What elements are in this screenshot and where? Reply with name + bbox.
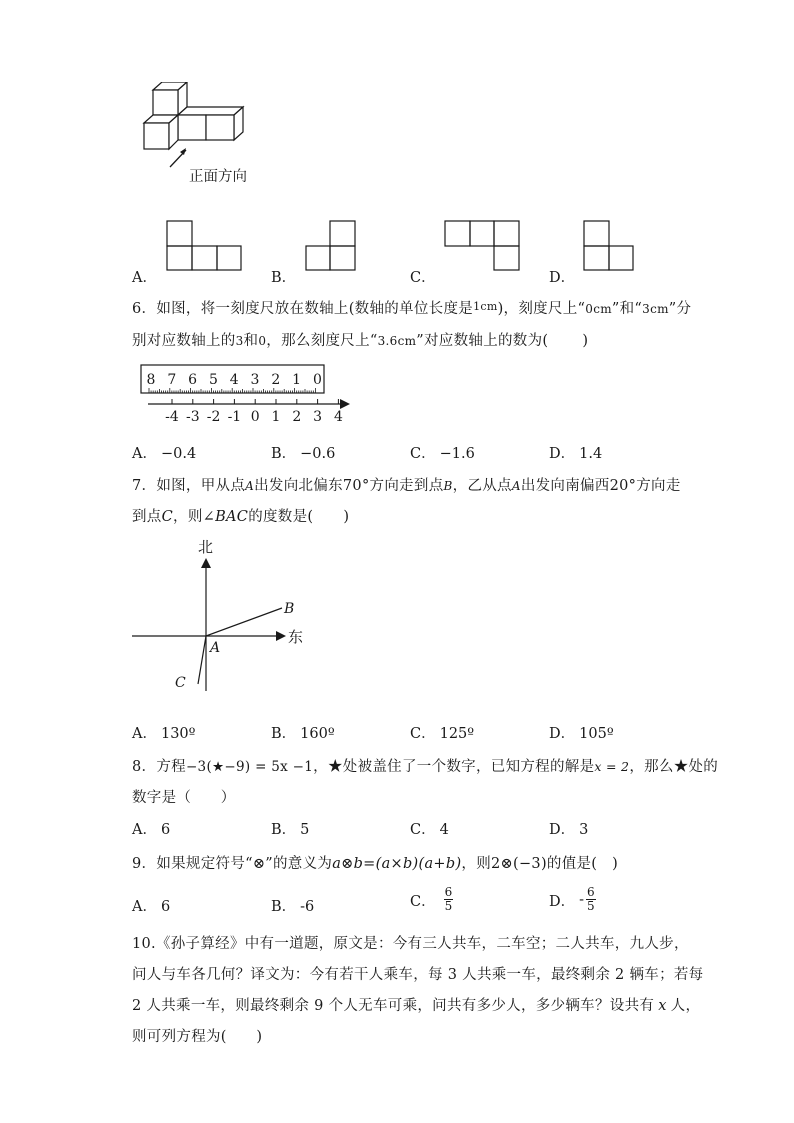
q9-stem: 9．如果规定符号“⊗”的意义为a⊗b=(a×b)(a+b)，则2⊗(−3)的值是( ) bbox=[132, 856, 619, 872]
ruler-label: 6 bbox=[188, 372, 198, 388]
number-line-arrow bbox=[340, 399, 350, 409]
q6-stem-line2: 别对应数轴上的3和0，那么刻度尺上“3.6cm”对应数轴上的数为( ) bbox=[132, 333, 589, 349]
q5-option-d-label: D． bbox=[549, 270, 576, 286]
q8-option-d: D． 3 bbox=[549, 822, 589, 838]
fraction-six-fifths: $\frac{6}{5}$ bbox=[444, 885, 453, 913]
north-label: 北 bbox=[198, 538, 214, 556]
axis-label: 3 bbox=[313, 409, 323, 424]
q6-option-b: B． −0.6 bbox=[271, 446, 336, 462]
q8-option-c: C． 4 bbox=[410, 822, 449, 838]
q6-option-c: C． −1.6 bbox=[410, 446, 475, 462]
ruler-number-line-figure bbox=[140, 362, 355, 424]
q7-stem-line2: 到点C，则∠BAC的度数是( ) bbox=[132, 509, 350, 525]
direction-figure bbox=[130, 536, 310, 696]
fraction-neg-six-fifths: $\frac{6}{5}$ bbox=[587, 885, 595, 913]
ruler-label: 8 bbox=[146, 372, 156, 388]
east-label: 东 bbox=[288, 628, 304, 646]
q8-stem-line2: 数字是（ ） bbox=[132, 790, 236, 806]
q7-option-a: A． 130º bbox=[132, 726, 196, 742]
cube-figure bbox=[140, 82, 250, 172]
point-b-label: B bbox=[284, 601, 295, 617]
q5-option-a-label: A． bbox=[132, 270, 157, 286]
ruler-label: 4 bbox=[229, 372, 239, 388]
q10-line4: 则可列方程为( ) bbox=[132, 1029, 263, 1045]
q9-option-c: C． $\frac{6}{5}$ bbox=[410, 885, 453, 913]
axis-label: -1 bbox=[227, 409, 242, 424]
axis-label: -4 bbox=[165, 409, 179, 424]
ruler-label: 5 bbox=[208, 372, 218, 388]
q9-option-b: B． -6 bbox=[271, 899, 315, 915]
axis-label: 1 bbox=[271, 409, 281, 424]
q8-option-a: A． 6 bbox=[132, 822, 171, 838]
q10-line3: 2 人共乘一车，则最终剩余 9 个人无车可乘，问共有多少人，多少辆车？设共有 x 人， bbox=[132, 998, 701, 1014]
q8-stem-line1: 8．方程−3(★−9) = 5x −1，★处被盖住了一个数字，已知方程的解是x = 2，那么★处的 bbox=[132, 759, 719, 775]
ruler-label: 7 bbox=[167, 372, 177, 388]
axis-label: -2 bbox=[206, 409, 221, 424]
ruler-label: 0 bbox=[312, 372, 322, 388]
ruler-label: 3 bbox=[250, 372, 260, 388]
ruler-label: 2 bbox=[271, 372, 281, 388]
q7-option-b: B． 160º bbox=[271, 726, 335, 742]
q7-stem-line1: 7．如图，甲从点A出发向北偏东70°方向走到点B，乙从点A出发向南偏西20°方向走 bbox=[132, 478, 681, 494]
q7-option-d: D． 105º bbox=[549, 726, 614, 742]
point-a-label: A bbox=[210, 640, 221, 656]
q10-line2: 问人与车各几何？译文为：今有若干人乘车，每 3 人共乘一车，最终剩余 2 辆车；若每 bbox=[132, 967, 704, 983]
ruler-label: 1 bbox=[292, 372, 302, 388]
q9-option-a: A． 6 bbox=[132, 899, 171, 915]
point-c-label: C bbox=[175, 675, 186, 691]
q5-option-a-figure bbox=[166, 220, 244, 272]
q6-option-d: D． 1.4 bbox=[549, 446, 603, 462]
q6-option-a: A． −0.4 bbox=[132, 446, 197, 462]
ray-ac bbox=[198, 636, 206, 684]
axis-label: 4 bbox=[333, 409, 343, 424]
axis-label: -3 bbox=[185, 409, 200, 424]
q5-option-c-label: C． bbox=[410, 270, 436, 286]
q8-option-b: B． 5 bbox=[271, 822, 310, 838]
ray-ab bbox=[206, 608, 282, 636]
q10-line1: 10.《孙子算经》中有一道题，原文是：今有三人共车，二车空；二人共车，九人步， bbox=[132, 936, 689, 952]
q5-option-d-figure bbox=[583, 220, 635, 272]
q6-stem-line1: 6．如图，将一刻度尺放在数轴上(数轴的单位长度是$^{1cm}$)，刻度尺上“0cm”和“3cm”分 bbox=[132, 300, 692, 317]
q7-option-c: C． 125º bbox=[410, 726, 475, 742]
q5-option-c-figure bbox=[444, 220, 522, 272]
q5-option-b-figure bbox=[305, 220, 357, 272]
front-direction-caption: 正面方向 bbox=[189, 169, 247, 185]
axis-label: 2 bbox=[292, 409, 302, 424]
q9-option-d: D． - $\frac{6}{5}$ bbox=[549, 885, 595, 913]
q5-option-b-label: B． bbox=[271, 270, 297, 286]
axis-label: 0 bbox=[250, 409, 260, 424]
